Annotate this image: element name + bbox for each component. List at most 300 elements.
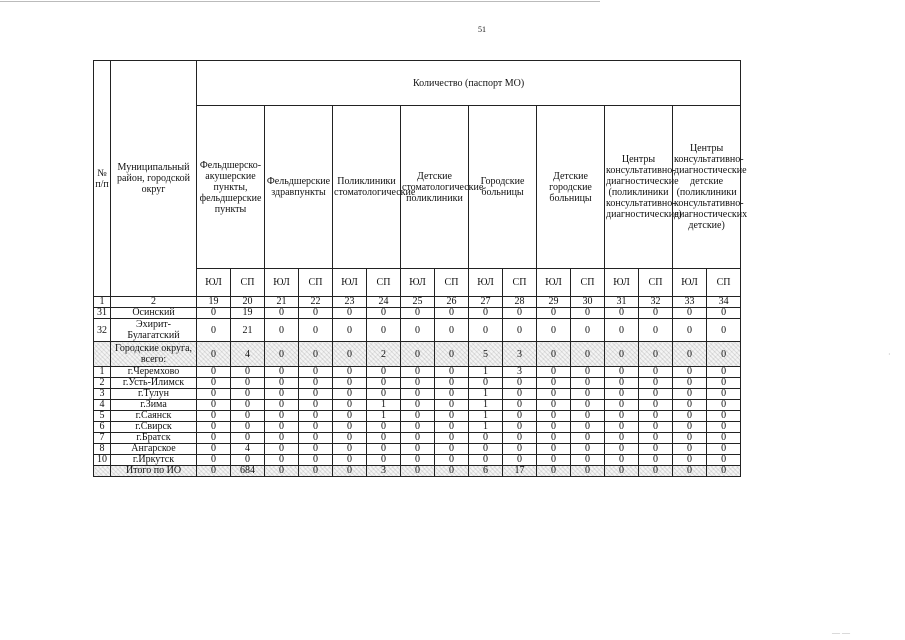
table-cell: 0 (299, 433, 333, 444)
table-cell: 0 (503, 455, 537, 466)
table-cell: 0 (571, 433, 605, 444)
row-name: г.Саянск (111, 411, 197, 422)
table-cell: 0 (503, 433, 537, 444)
category-header: Городские больницы (469, 106, 537, 269)
table-cell: 0 (435, 400, 469, 411)
table-row (94, 422, 741, 433)
category-header: Поликлиники стоматологические (333, 106, 401, 269)
table-cell: 0 (265, 319, 299, 342)
table-row (94, 455, 741, 466)
table-cell: 0 (503, 411, 537, 422)
table-cell: 0 (707, 400, 741, 411)
table-cell: 0 (197, 411, 231, 422)
table-cell: 0 (333, 342, 367, 367)
table-cell: 0 (401, 400, 435, 411)
table-cell: 0 (265, 455, 299, 466)
table-cell: 0 (333, 422, 367, 433)
table-cell: 0 (197, 455, 231, 466)
row-name: г.Тулун (111, 389, 197, 400)
row-name: Городские округа, всего: (111, 342, 197, 367)
column-code: 32 (639, 297, 673, 308)
row-number (94, 342, 111, 367)
subcol-header: ЮЛ (333, 269, 367, 297)
table-cell: 0 (265, 444, 299, 455)
table-cell: 0 (537, 455, 571, 466)
table-cell: 0 (197, 367, 231, 378)
table-cell: 0 (333, 367, 367, 378)
row-number: 5 (94, 411, 111, 422)
table-cell: 0 (639, 319, 673, 342)
table-cell: 0 (333, 389, 367, 400)
subcol-header: ЮЛ (605, 269, 639, 297)
table-cell: 0 (673, 455, 707, 466)
table-cell: 0 (537, 466, 571, 477)
table-cell: 0 (503, 444, 537, 455)
table-cell: 0 (537, 444, 571, 455)
table-cell: 0 (571, 319, 605, 342)
table-cell: 0 (571, 367, 605, 378)
table-cell: 0 (605, 466, 639, 477)
table-cell: 0 (469, 433, 503, 444)
subcol-header: ЮЛ (469, 269, 503, 297)
table-cell: 0 (503, 389, 537, 400)
page-number: 51 (478, 25, 486, 34)
table-cell: 0 (231, 367, 265, 378)
table-cell: 21 (231, 319, 265, 342)
row-number: 10 (94, 455, 111, 466)
table-cell: 0 (265, 378, 299, 389)
table-cell: 0 (503, 308, 537, 319)
table-cell: 0 (537, 378, 571, 389)
table-cell: 0 (299, 378, 333, 389)
table-row (94, 389, 741, 400)
table-cell: 0 (435, 342, 469, 367)
row-name: Осинский (111, 308, 197, 319)
table-cell: 0 (673, 466, 707, 477)
row-number: 32 (94, 319, 111, 342)
table-cell: 0 (571, 378, 605, 389)
table-cell: 0 (197, 466, 231, 477)
table-cell: 0 (231, 455, 265, 466)
table-cell: 0 (401, 342, 435, 367)
table-cell: 19 (231, 308, 265, 319)
header-name: Муниципальный район, городской округ (111, 61, 197, 297)
table-cell: 0 (299, 400, 333, 411)
table-cell: 0 (197, 342, 231, 367)
table-cell: 1 (469, 389, 503, 400)
table-cell: 0 (197, 389, 231, 400)
table-cell: 0 (197, 378, 231, 389)
table-cell: 0 (231, 433, 265, 444)
row-name: г.Братск (111, 433, 197, 444)
table-cell: 0 (707, 342, 741, 367)
table-cell: 0 (707, 422, 741, 433)
table-cell: 0 (605, 455, 639, 466)
column-code: 23 (333, 297, 367, 308)
table-cell: 0 (435, 444, 469, 455)
table-cell: 0 (707, 466, 741, 477)
table-cell: 0 (469, 319, 503, 342)
table-cell: 0 (333, 411, 367, 422)
table-cell: 0 (231, 378, 265, 389)
table-cell: 0 (673, 308, 707, 319)
table-cell: 0 (265, 308, 299, 319)
table-cell: 0 (673, 389, 707, 400)
column-code: 19 (197, 297, 231, 308)
subcol-header: СП (503, 269, 537, 297)
table-cell: 2 (367, 342, 401, 367)
table-cell: 0 (401, 433, 435, 444)
table-cell: 0 (265, 342, 299, 367)
table-cell: 0 (503, 400, 537, 411)
row-number: 31 (94, 308, 111, 319)
table-cell: 0 (299, 367, 333, 378)
row-number: 2 (94, 378, 111, 389)
table-cell: 0 (605, 433, 639, 444)
column-code: 20 (231, 297, 265, 308)
table-cell: 1 (469, 400, 503, 411)
table-cell: 1 (469, 367, 503, 378)
category-header: Центры консультативно-диагностические (поликлиники консультативно-диагностические) (605, 106, 673, 269)
table-cell: 0 (231, 400, 265, 411)
subcol-header: СП (571, 269, 605, 297)
table-cell: 0 (367, 319, 401, 342)
category-header: Детские стоматологические поликлиники (401, 106, 469, 269)
table-cell: 0 (571, 400, 605, 411)
subcol-header: ЮЛ (401, 269, 435, 297)
column-code: 27 (469, 297, 503, 308)
table-cell: 0 (299, 342, 333, 367)
table-cell: 0 (435, 455, 469, 466)
table-cell: 0 (605, 308, 639, 319)
table-cell: 0 (265, 400, 299, 411)
table-row (94, 342, 741, 367)
table-cell: 0 (401, 308, 435, 319)
table-cell: 3 (503, 342, 537, 367)
table-cell: 3 (367, 466, 401, 477)
column-code: 22 (299, 297, 333, 308)
column-code: 26 (435, 297, 469, 308)
table-cell: 0 (265, 411, 299, 422)
table-cell: 0 (333, 455, 367, 466)
table-cell: 0 (265, 389, 299, 400)
facilities-table (93, 60, 748, 477)
table-cell: 3 (503, 367, 537, 378)
table-cell: 0 (707, 444, 741, 455)
table-cell: 0 (299, 411, 333, 422)
table-cell: 0 (537, 422, 571, 433)
table-cell: 1 (469, 411, 503, 422)
table-cell: 0 (537, 319, 571, 342)
table-cell: 0 (197, 400, 231, 411)
table-cell: 0 (571, 389, 605, 400)
table-cell: 0 (503, 319, 537, 342)
table-cell: 0 (707, 389, 741, 400)
column-code: 30 (571, 297, 605, 308)
table-cell: 0 (571, 455, 605, 466)
table-cell: 0 (299, 466, 333, 477)
table-cell: 0 (299, 319, 333, 342)
table-cell: 0 (401, 444, 435, 455)
table-cell: 0 (435, 422, 469, 433)
table-cell: 0 (367, 308, 401, 319)
table-cell: 0 (707, 433, 741, 444)
table-cell: 0 (231, 422, 265, 433)
table-cell: 0 (401, 466, 435, 477)
table-cell: 684 (231, 466, 265, 477)
table-cell: 0 (673, 400, 707, 411)
column-code: 24 (367, 297, 401, 308)
table-row (94, 466, 741, 477)
column-code: 33 (673, 297, 707, 308)
subcol-header: СП (639, 269, 673, 297)
row-number (94, 466, 111, 477)
table-cell: 0 (197, 422, 231, 433)
table-cell: 0 (605, 389, 639, 400)
table-cell: 0 (537, 342, 571, 367)
table-cell: 0 (605, 342, 639, 367)
table-cell: 0 (605, 444, 639, 455)
table-cell: 0 (639, 444, 673, 455)
table-cell: 0 (367, 433, 401, 444)
table-cell: 17 (503, 466, 537, 477)
table-cell: 0 (537, 433, 571, 444)
row-name: г.Зима (111, 400, 197, 411)
row-name: Итого по ИО (111, 466, 197, 477)
row-number: 6 (94, 422, 111, 433)
column-code: 21 (265, 297, 299, 308)
table-cell: 0 (639, 389, 673, 400)
table-body (94, 308, 741, 477)
subcol-header: ЮЛ (265, 269, 299, 297)
scan-speck: — — (832, 628, 850, 637)
category-header: Центры консультативно-диагностические детские (поликлиники консультативно-диагностических детские) (673, 106, 741, 269)
table-cell: 0 (639, 422, 673, 433)
table-cell: 0 (435, 308, 469, 319)
table-cell: 0 (639, 367, 673, 378)
table-cell: 5 (469, 342, 503, 367)
table-cell: 0 (673, 433, 707, 444)
header-no: № п/п (94, 61, 111, 297)
table-cell: 0 (537, 367, 571, 378)
table-cell: 0 (605, 400, 639, 411)
table-cell: 0 (673, 444, 707, 455)
column-code: 34 (707, 297, 741, 308)
table-cell: 1 (367, 411, 401, 422)
table-cell: 0 (673, 342, 707, 367)
column-code: 29 (537, 297, 571, 308)
subcol-header: ЮЛ (537, 269, 571, 297)
row-name: г.Свирск (111, 422, 197, 433)
table-row (94, 444, 741, 455)
table-cell: 0 (707, 411, 741, 422)
table-cell: 0 (673, 367, 707, 378)
table-cell: 0 (537, 389, 571, 400)
table-cell: 0 (639, 308, 673, 319)
table-row (94, 411, 741, 422)
row-name: Эхирит-Булагатский (111, 319, 197, 342)
table-cell: 0 (605, 378, 639, 389)
table-cell: 0 (265, 433, 299, 444)
table-cell: 0 (537, 411, 571, 422)
table-cell: 0 (571, 342, 605, 367)
row-name: г.Черемхово (111, 367, 197, 378)
table-cell: 0 (639, 342, 673, 367)
table-cell: 0 (367, 367, 401, 378)
row-number: 1 (94, 367, 111, 378)
header-group-title: Количество (паспорт МО) (197, 61, 741, 106)
table-cell: 0 (299, 308, 333, 319)
code-row (94, 297, 741, 308)
table-cell: 0 (333, 319, 367, 342)
table-cell: 0 (639, 378, 673, 389)
table-cell: 0 (469, 455, 503, 466)
table-cell: 0 (367, 444, 401, 455)
table-cell: 0 (673, 378, 707, 389)
table-cell: 0 (435, 319, 469, 342)
subcol-header: СП (435, 269, 469, 297)
table-cell: 0 (605, 411, 639, 422)
top-rule (0, 1, 600, 2)
table-cell: 0 (197, 433, 231, 444)
column-code: 25 (401, 297, 435, 308)
table-cell: 0 (401, 455, 435, 466)
subcol-header: ЮЛ (197, 269, 231, 297)
table-cell: 0 (571, 411, 605, 422)
table-cell: 0 (367, 389, 401, 400)
table-cell: 0 (639, 433, 673, 444)
table-cell: 0 (265, 422, 299, 433)
row-number: 3 (94, 389, 111, 400)
subcol-header: СП (299, 269, 333, 297)
table-cell: 0 (401, 367, 435, 378)
subcol-header: ЮЛ (673, 269, 707, 297)
table-cell: 4 (231, 444, 265, 455)
row-number: 7 (94, 433, 111, 444)
table-cell: 0 (333, 444, 367, 455)
table-cell: 0 (299, 422, 333, 433)
table-cell: 0 (537, 308, 571, 319)
row-number: 4 (94, 400, 111, 411)
table-cell: 0 (435, 389, 469, 400)
table-cell: 0 (435, 411, 469, 422)
column-code: 2 (111, 297, 197, 308)
table-cell: 0 (469, 378, 503, 389)
table-cell: 0 (707, 308, 741, 319)
table-cell: 0 (367, 422, 401, 433)
table-cell: 0 (605, 422, 639, 433)
table-cell: 0 (571, 466, 605, 477)
table-cell: 0 (639, 455, 673, 466)
table-cell: 0 (537, 400, 571, 411)
table-cell: 0 (333, 378, 367, 389)
table-cell: 0 (605, 367, 639, 378)
table-cell: 0 (707, 319, 741, 342)
table-row (94, 400, 741, 411)
table-cell: 0 (401, 389, 435, 400)
table-cell: 0 (197, 308, 231, 319)
table-cell: 0 (333, 400, 367, 411)
header-row-group (94, 61, 741, 106)
table-cell: 0 (197, 444, 231, 455)
subcol-header: СП (231, 269, 265, 297)
category-header: Фельдшерские здравпункты (265, 106, 333, 269)
table-cell: 0 (639, 400, 673, 411)
table-cell: 0 (333, 466, 367, 477)
table-cell: 0 (435, 367, 469, 378)
table-cell: 0 (299, 389, 333, 400)
table-cell: 0 (231, 411, 265, 422)
table-cell: 4 (231, 342, 265, 367)
table-cell: 0 (673, 319, 707, 342)
table-cell: 1 (367, 400, 401, 411)
table-cell: 0 (571, 444, 605, 455)
table-cell: 0 (265, 367, 299, 378)
table-cell: 0 (401, 422, 435, 433)
table-cell: 0 (639, 411, 673, 422)
table-cell: 0 (231, 389, 265, 400)
table-cell: 0 (333, 308, 367, 319)
table-cell: 0 (707, 367, 741, 378)
table-cell: 0 (435, 378, 469, 389)
table-cell: 0 (435, 466, 469, 477)
table-cell: 0 (469, 444, 503, 455)
row-name: г.Иркутск (111, 455, 197, 466)
table-cell: 0 (401, 319, 435, 342)
subcol-header: СП (707, 269, 741, 297)
row-name: г.Усть-Илимск (111, 378, 197, 389)
column-code: 28 (503, 297, 537, 308)
table-cell: 0 (435, 433, 469, 444)
row-number: 8 (94, 444, 111, 455)
table-cell: 0 (503, 422, 537, 433)
table-cell: 0 (299, 455, 333, 466)
table-cell: 0 (571, 308, 605, 319)
table-cell: 0 (299, 444, 333, 455)
table-cell: 0 (605, 319, 639, 342)
table-cell: 0 (639, 466, 673, 477)
table-cell: 0 (503, 378, 537, 389)
row-name: Ангарское (111, 444, 197, 455)
category-header: Фельдшерско-акушерские пункты, фельдшерские пункты (197, 106, 265, 269)
table-cell: 1 (469, 422, 503, 433)
table-cell: 6 (469, 466, 503, 477)
table-cell: 0 (707, 455, 741, 466)
table-cell: 0 (673, 411, 707, 422)
column-code: 31 (605, 297, 639, 308)
table-row (94, 433, 741, 444)
table-cell: 0 (401, 378, 435, 389)
table-row (94, 319, 741, 342)
table-row (94, 367, 741, 378)
subcol-header: СП (367, 269, 401, 297)
column-code: 1 (94, 297, 111, 308)
table-cell: 0 (401, 411, 435, 422)
table-cell: 0 (469, 308, 503, 319)
table-cell: 0 (367, 378, 401, 389)
table-cell: 0 (571, 422, 605, 433)
table-cell: 0 (367, 455, 401, 466)
table-cell: 0 (333, 433, 367, 444)
table-cell: 0 (265, 466, 299, 477)
scan-speck: · (888, 350, 891, 359)
table-row (94, 308, 741, 319)
table-cell: 0 (673, 422, 707, 433)
category-header: Детские городские больницы (537, 106, 605, 269)
table-cell: 0 (197, 319, 231, 342)
table-row (94, 378, 741, 389)
table-cell: 0 (707, 378, 741, 389)
